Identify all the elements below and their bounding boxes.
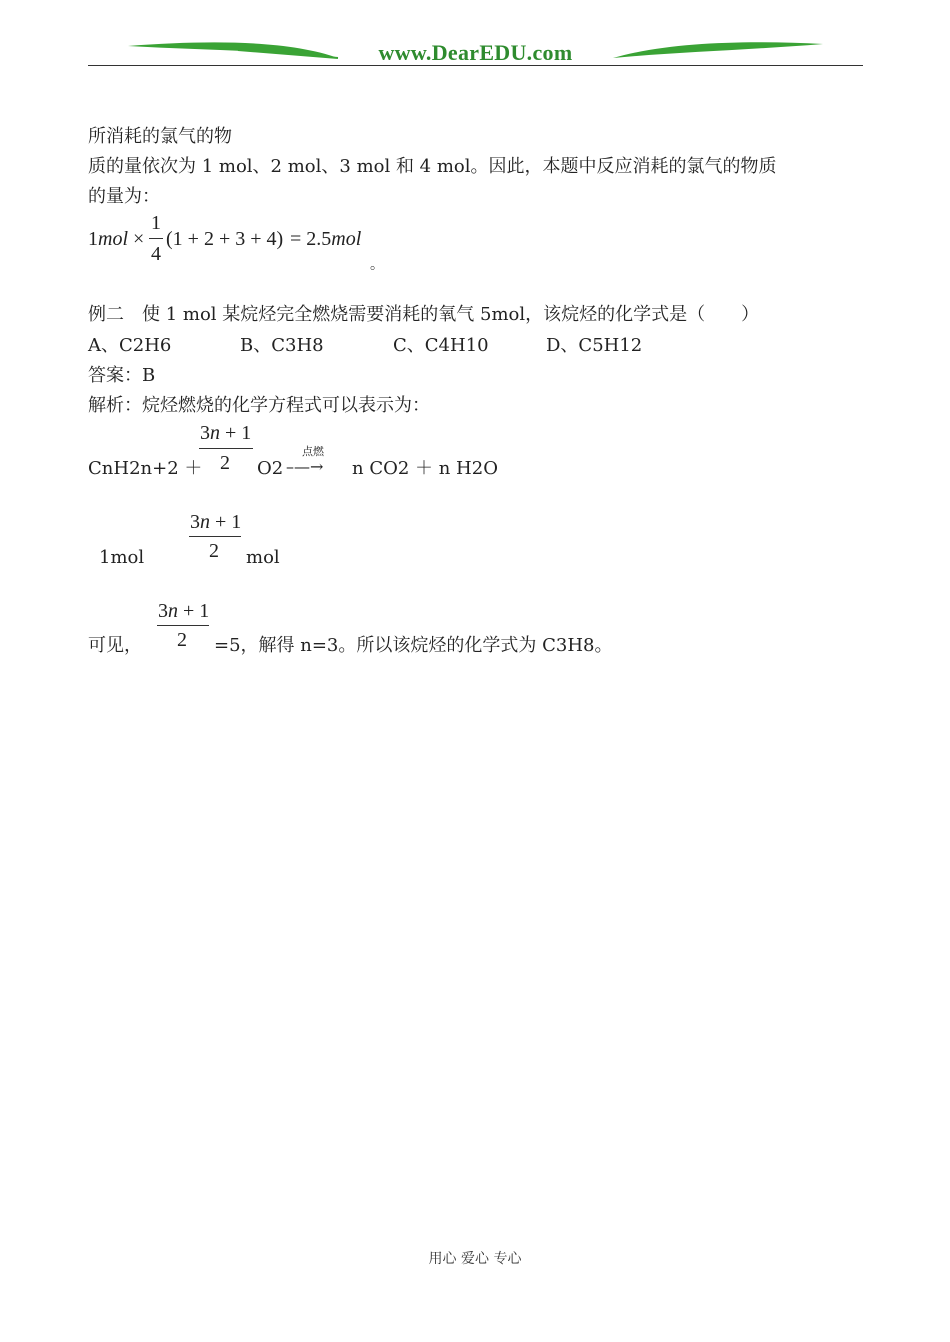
eq1-lhs-unit: mol [98, 228, 128, 250]
eq1-rhs-unit: mol [331, 228, 362, 250]
para1-line3: 的量为： [88, 186, 160, 207]
frac-num-var: n [210, 422, 220, 444]
option-d: D、C5H12 [546, 335, 643, 356]
eq1-rhs [290, 228, 361, 250]
frac-num-rest: + 1 [215, 511, 242, 533]
header-rule [88, 65, 863, 66]
moles-frac-bar [189, 536, 241, 537]
moles-right: mol [246, 547, 280, 568]
conclusion-suffix: =5，解得 n=3。所以该烷烃的化学式为 C3H8。 [214, 635, 613, 656]
reaction-products: n CO2 ＋ n H2O [352, 458, 498, 479]
reaction-oxygen: O2 [257, 458, 284, 479]
eq1-paren: (1 + 2 + 3 + 4) [166, 228, 284, 250]
eq1-frac-num: 1 [151, 212, 161, 234]
frac-num-var: n [168, 600, 178, 622]
page-footer: 用心 爱心 专心 [428, 1251, 522, 1267]
conclusion-prefix: 可见， [88, 635, 142, 656]
reaction-reactant: CnH2n+2 ＋ [88, 458, 203, 479]
conclusion-frac-num [158, 600, 209, 622]
moles-frac-den: 2 [209, 540, 219, 562]
eq1-frac-bar [149, 238, 163, 239]
frac-num-rest: + 1 [183, 600, 210, 622]
answer-line: 答案：B [88, 365, 156, 386]
frac-num-var: n [200, 511, 210, 533]
option-b: B、C3H8 [240, 335, 324, 356]
eq1-lhs [88, 228, 144, 250]
frac-num-coef: 3 [158, 600, 168, 622]
para1-line2: 质的量依次为 1 mol、2 mol、3 mol 和 4 mol。因此，本题中反应消耗的氯气的物质 [88, 156, 777, 177]
site-logo-text: www.DearEDU.com [378, 40, 573, 65]
option-c: C、C4H10 [393, 335, 489, 356]
reaction-condition: 点燃 [302, 445, 324, 458]
frac-num-rest: + 1 [225, 422, 252, 444]
moles-frac-num [190, 511, 241, 533]
conclusion-frac-bar [157, 625, 209, 626]
reaction-frac-bar [199, 448, 253, 449]
frac-num-coef: 3 [190, 511, 200, 533]
conclusion-frac-den: 2 [177, 629, 187, 651]
para1-line1: 所消耗的氯气的物 [88, 126, 232, 147]
reaction-frac-num [200, 422, 251, 444]
eq1-lhs-num: 1 [88, 228, 98, 250]
example2-question: 例二 使 1 mol 某烷烃完全燃烧需要消耗的氧气 5mol，该烷烃的化学式是（ ） [88, 304, 760, 325]
eq1-times: × [133, 228, 145, 250]
reaction-arrow: –—→ [286, 457, 324, 476]
reaction-frac-den: 2 [220, 452, 230, 474]
eq1-frac-den: 4 [151, 243, 161, 265]
moles-left: 1mol [99, 547, 145, 568]
analysis-line: 解析：烷烃燃烧的化学方程式可以表示为： [88, 395, 430, 416]
option-a: A、C2H6 [88, 335, 172, 356]
frac-num-coef: 3 [200, 422, 210, 444]
eq1-equals: = 2.5 [290, 228, 332, 250]
eq1-period: 。 [370, 257, 384, 273]
